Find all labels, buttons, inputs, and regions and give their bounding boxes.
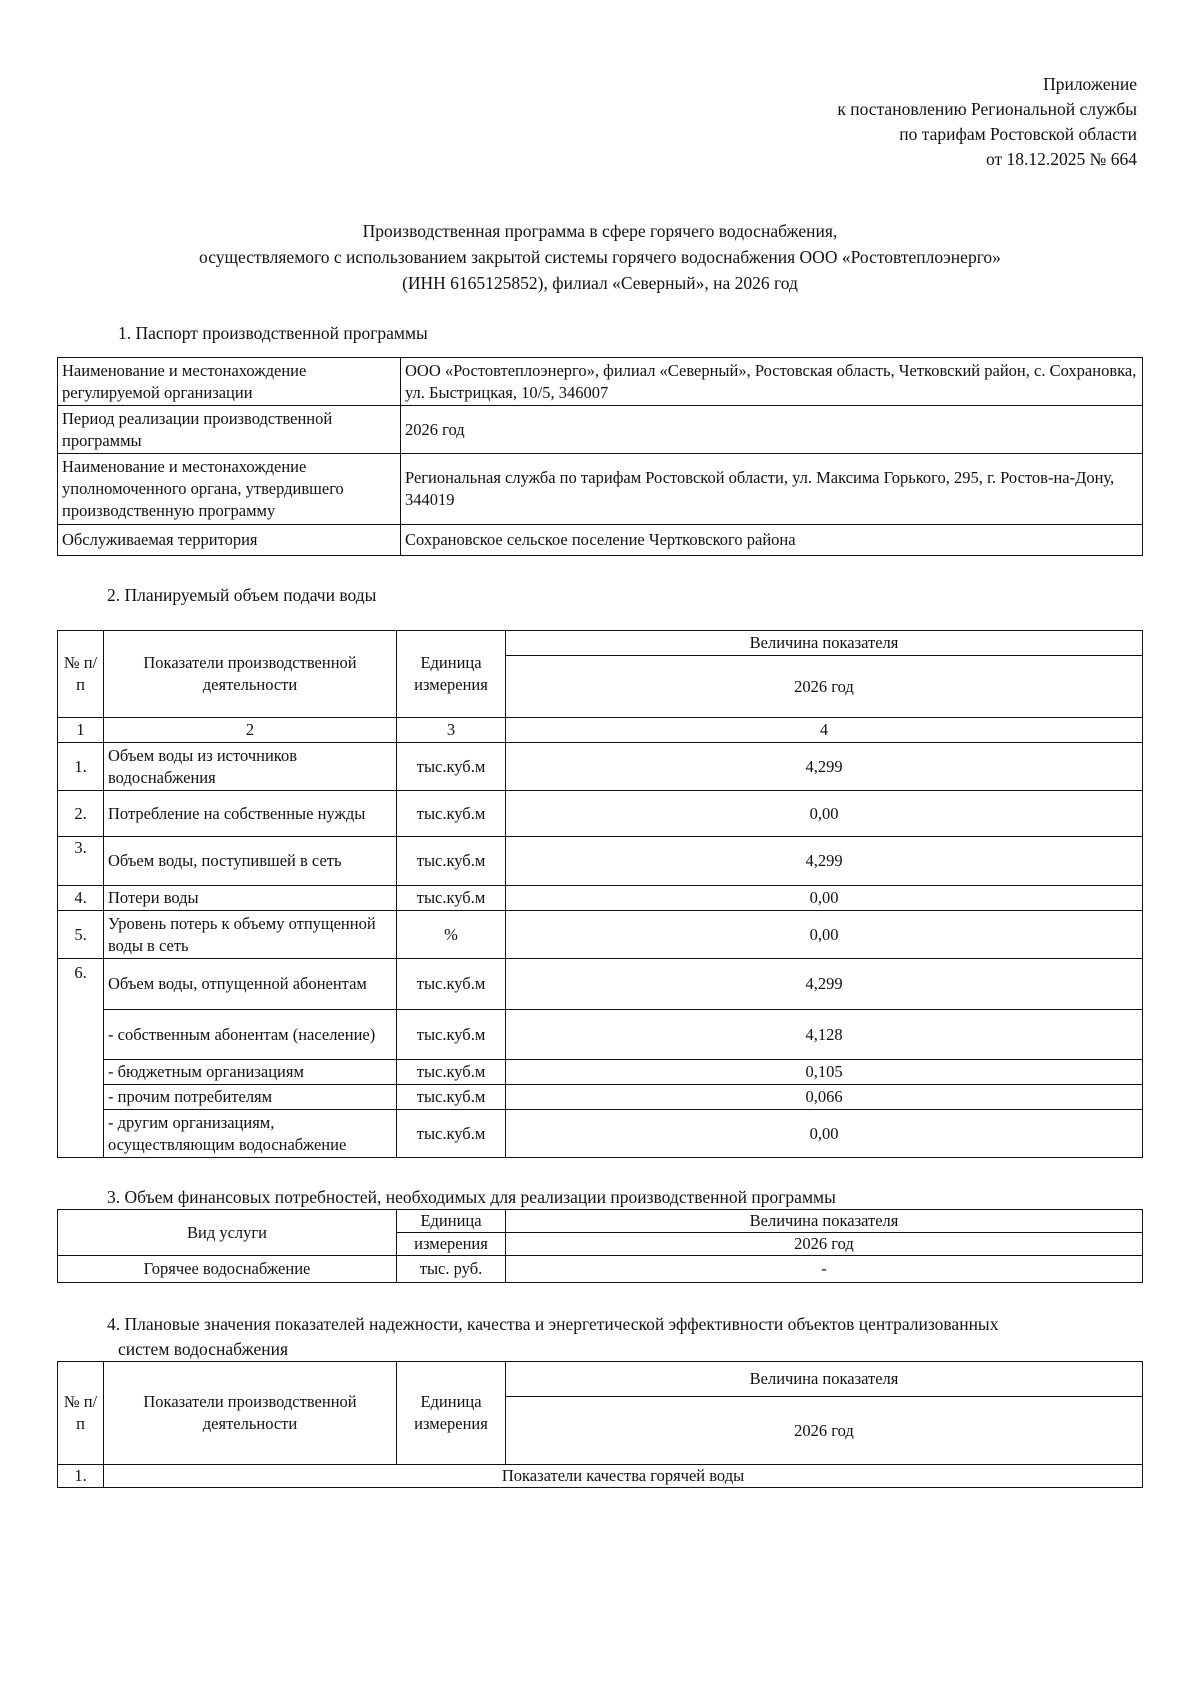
passport-label: Наименование и местонахождение регулируемой организации [58, 358, 401, 406]
passport-label: Наименование и местонахождение уполномоченного органа, утвердившего производственную программу [58, 454, 401, 525]
table-row [58, 1010, 1143, 1060]
table-row [58, 454, 1143, 525]
row-name: Потребление на собственные нужды [104, 791, 397, 837]
row-num: 3. [58, 837, 104, 886]
table-row [58, 837, 1143, 886]
row-value: 4,299 [506, 959, 1143, 1010]
row-unit: тыс. руб. [397, 1256, 506, 1283]
section4-heading-line2: систем водоснабжения [118, 1339, 289, 1359]
table-row [58, 1060, 1143, 1085]
row-name: Потери воды [104, 886, 397, 911]
header-year: 2026 год [506, 656, 1143, 718]
section3-heading: 3. Объем финансовых потребностей, необходимых для реализации производственной программы [107, 1187, 836, 1207]
title-line: осуществляемого с использованием закрытой системы горячего водоснабжения ООО «Ростовтеплоэнерго» [199, 247, 1001, 267]
row-unit: тыс.куб.м [397, 1110, 506, 1158]
row-value: 0,00 [506, 911, 1143, 959]
row-num: 5. [58, 911, 104, 959]
row-value: 0,066 [506, 1085, 1143, 1110]
row-unit: тыс.куб.м [397, 1010, 506, 1060]
row-unit: тыс.куб.м [397, 886, 506, 911]
header-value-group: Величина показателя [506, 1210, 1143, 1233]
row-value: 4,299 [506, 837, 1143, 886]
row-value: 0,00 [506, 886, 1143, 911]
title-line: (ИНН 6165125852), филиал «Северный», на 2026 год [402, 273, 798, 293]
passport-table [57, 357, 1143, 556]
row-num: 4. [58, 886, 104, 911]
section1-heading: 1. Паспорт производственной программы [118, 323, 428, 343]
annex-line: Приложение [1043, 74, 1137, 94]
header-unit: Единица измерения [397, 1362, 506, 1465]
row-name: - бюджетным организациям [104, 1060, 397, 1085]
passport-value: Региональная служба по тарифам Ростовской области, ул. Максима Горького, 295, г. Ростов-на-Дону, 344019 [401, 454, 1143, 525]
header-year: 2026 год [506, 1233, 1143, 1256]
row-name: - другим организациям, осуществляющим водоснабжение [104, 1110, 397, 1158]
reliability-table [57, 1361, 1143, 1488]
row-unit: тыс.куб.м [397, 791, 506, 837]
row-unit: тыс.куб.м [397, 1085, 506, 1110]
table-row [58, 1256, 1143, 1283]
passport-value: Сохрановское сельское поселение Чертковского района [401, 525, 1143, 556]
annex-block [837, 72, 1137, 172]
row-num: 1. [58, 743, 104, 791]
header-unit: Единица измерения [397, 631, 506, 718]
column-number-row [58, 718, 1143, 743]
table-row [58, 886, 1143, 911]
document-title [60, 218, 1140, 296]
row-unit: тыс.куб.м [397, 1060, 506, 1085]
table-row [58, 1085, 1143, 1110]
financial-table [57, 1209, 1143, 1283]
row-value: 0,00 [506, 1110, 1143, 1158]
table-row [58, 791, 1143, 837]
row-value: - [506, 1256, 1143, 1283]
section2-heading: 2. Планируемый объем подачи воды [107, 585, 377, 605]
title-line: Производственная программа в сфере горячего водоснабжения, [362, 221, 838, 241]
row-value: 4,299 [506, 743, 1143, 791]
table-header-row [58, 1210, 1143, 1233]
row-name: Объем воды из источников водоснабжения [104, 743, 397, 791]
annex-line: от 18.12.2025 № 664 [986, 149, 1137, 169]
table-row [58, 525, 1143, 556]
header-service: Вид услуги [58, 1210, 397, 1256]
table-row [58, 358, 1143, 406]
table-row [58, 1110, 1143, 1158]
row-unit: % [397, 911, 506, 959]
row-unit: тыс.куб.м [397, 837, 506, 886]
table-header-row [58, 631, 1143, 656]
row-service: Горячее водоснабжение [58, 1256, 397, 1283]
row-num: 2. [58, 791, 104, 837]
row-value: 0,105 [506, 1060, 1143, 1085]
passport-value: 2026 год [401, 406, 1143, 454]
table-row [58, 911, 1143, 959]
column-number: 2 [104, 718, 397, 743]
row-name: - собственным абонентам (население) [104, 1010, 397, 1060]
header-indicator: Показатели производственной деятельности [104, 1362, 397, 1465]
row-name: - прочим потребителям [104, 1085, 397, 1110]
passport-label: Период реализации производственной программы [58, 406, 401, 454]
row-num: 6. [58, 959, 104, 1158]
table-row [58, 406, 1143, 454]
header-unit-line2: измерения [397, 1233, 506, 1256]
header-num: № п/п [58, 631, 104, 718]
row-label: Показатели качества горячей воды [104, 1465, 1143, 1488]
row-value: 0,00 [506, 791, 1143, 837]
column-number: 4 [506, 718, 1143, 743]
row-unit: тыс.куб.м [397, 959, 506, 1010]
table-row [58, 1465, 1143, 1488]
header-value-group: Величина показателя [506, 631, 1143, 656]
row-value: 4,128 [506, 1010, 1143, 1060]
column-number: 3 [397, 718, 506, 743]
section4-heading-line1: 4. Плановые значения показателей надежности, качества и энергетической эффективности объектов централизованных [107, 1314, 999, 1334]
row-name: Объем воды, отпущенной абонентам [104, 959, 397, 1010]
passport-value: ООО «Ростовтеплоэнерго», филиал «Северный», Ростовская область, Четковский район, с. Сохрановка, ул. Быстрицкая, 10/5, 346007 [401, 358, 1143, 406]
header-num: № п/п [58, 1362, 104, 1465]
water-volume-table [57, 630, 1143, 1158]
row-name: Объем воды, поступившей в сеть [104, 837, 397, 886]
row-unit: тыс.куб.м [397, 743, 506, 791]
header-unit-line1: Единица [397, 1210, 506, 1233]
row-name: Уровень потерь к объему отпущенной воды в сеть [104, 911, 397, 959]
passport-label: Обслуживаемая территория [58, 525, 401, 556]
table-header-row [58, 1362, 1143, 1397]
header-indicator: Показатели производственной деятельности [104, 631, 397, 718]
row-num: 1. [58, 1465, 104, 1488]
table-row [58, 743, 1143, 791]
header-value-group: Величина показателя [506, 1362, 1143, 1397]
header-year: 2026 год [506, 1397, 1143, 1465]
column-number: 1 [58, 718, 104, 743]
annex-line: к постановлению Региональной службы [837, 99, 1137, 119]
table-row [58, 959, 1143, 1010]
annex-line: по тарифам Ростовской области [899, 124, 1137, 144]
